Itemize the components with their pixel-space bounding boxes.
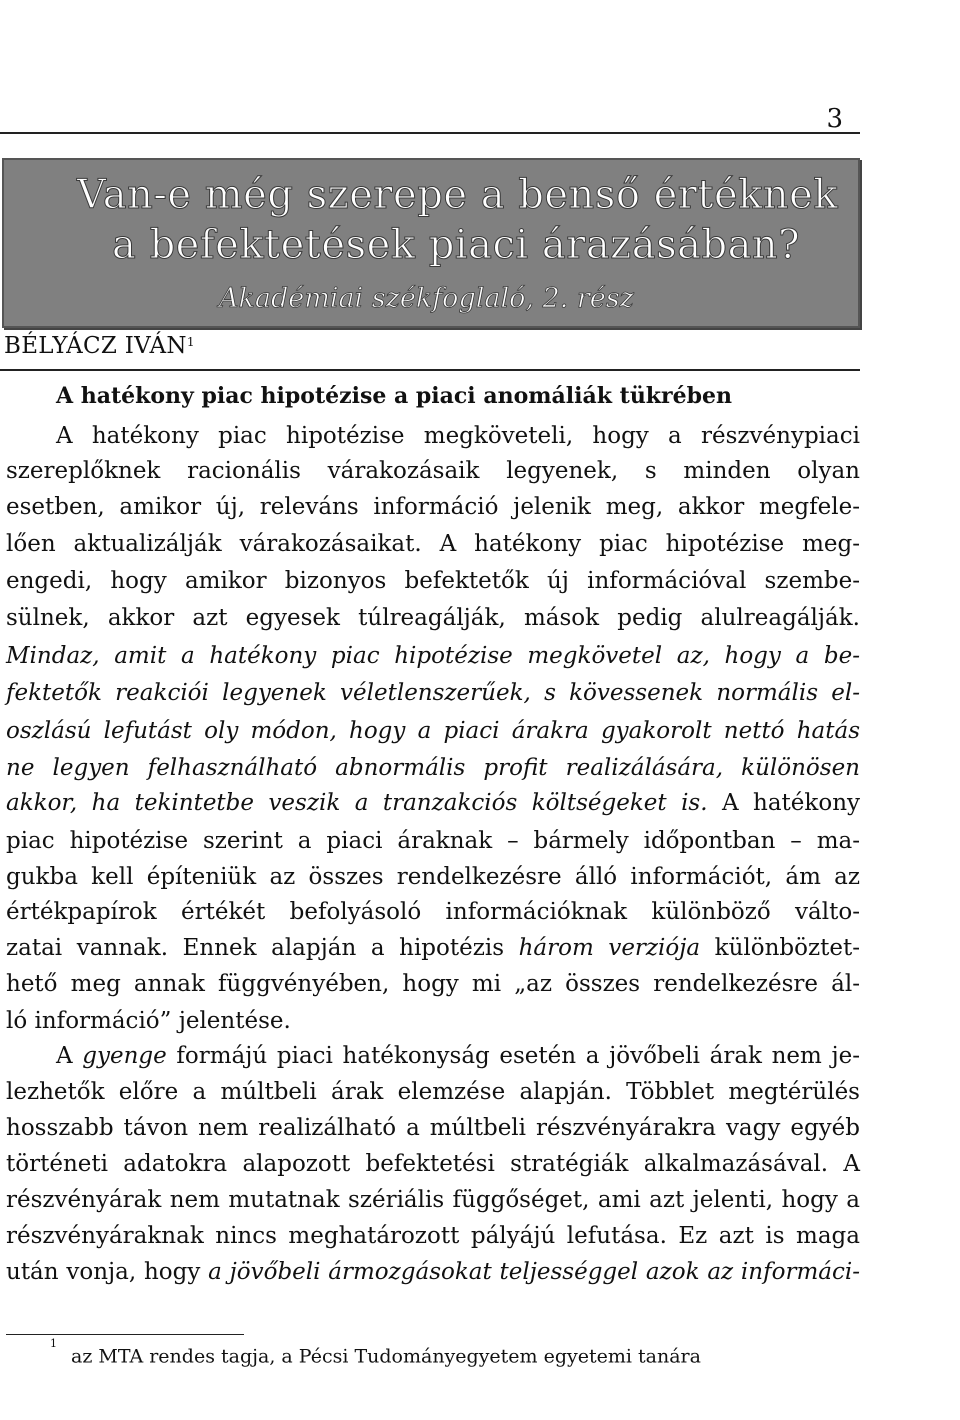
footnote-text: az MTA rendes tagja, a Pécsi Tudományegyetem egyetemi tanára [71,1345,701,1368]
body-span: különböztet- [700,935,860,961]
body-line: piac hipotézise szerint a piaci áraknak – bármely időpontban – ma- [6,828,860,854]
body-line: lezhetők előre a múltbeli árak elemzése alapján. Többlet megtérülés [6,1079,860,1105]
body-line: részvényáraknak nincs meghatározott pályájú lefutása. Ez azt is maga [6,1223,860,1249]
body-line [6,933,860,963]
article-title-line-1: Van-e még szerepe a benső értéknek [77,172,839,218]
body-line: Mindaz, amit a hatékony piac hipotézise megkövetel az, hogy a be- [6,643,860,669]
body-line: részvényárak nem mutatnak szériális függőséget, ami azt jelenti, hogy a [6,1187,860,1213]
body-line: ló információ” jelentése. [6,1008,291,1034]
body-line: oszlású lefutást oly módon, hogy a piaci árakra gyakorolt nettó hatás [6,718,860,744]
body-line: történeti adatokra alapozott befektetési stratégiák alkalmazásával. A [6,1151,860,1177]
body-line: értékpapírok értékét befolyásoló információknak különböző válto- [6,899,860,925]
body-line [56,1041,860,1071]
body-line: sülnek, akkor azt egyesek túlreagálják, mások pedig alulreagálják. [6,605,860,631]
body-line [6,788,860,818]
body-line: gukba kell építeniük az összes rendelkezésre álló információt, ám az [6,864,860,890]
page-number: 3 [826,104,843,134]
body-span: a jövőbeli ármozgásokat teljességgel azok az informáci- [208,1259,860,1285]
body-line: esetben, amikor új, releváns információ jelenik meg, akkor megfele- [6,494,860,520]
body-span: után vonja, hogy [6,1259,209,1285]
author-rule [0,369,860,371]
header-rule [0,132,860,134]
article-title-line-2: a befektetések piaci árazásában? [112,222,801,268]
body-span: gyenge [82,1043,167,1069]
footnote [50,1337,701,1368]
author-name-text: BÉLYÁCZ IVÁN [4,333,187,359]
body-line: hető meg annak függvényében, hogy mi „az összes rendelkezésre ál- [6,971,860,997]
body-span: A [56,1043,83,1069]
body-span: formájú piaci hatékonyság esetén a jövőbeli árak nem je- [166,1043,861,1069]
article-subtitle: Akadémiai székfoglaló, 2. rész [219,283,634,314]
body-line: hosszabb távon nem realizálható a múltbeli részvényárakra vagy egyéb [6,1115,860,1141]
body-line: szereplőknek racionális várakozásaik legyenek, s minden olyan [6,458,860,484]
body-line: ne legyen felhasználható abnormális profit realizálására, különösen [6,755,860,781]
body-line: lően aktualizálják várakozásaikat. A hatékony piac hipotézise meg- [6,531,860,557]
footnote-mark: 1 [50,1337,57,1350]
body-line: engedi, hogy amikor bizonyos befektetők új információval szembe- [6,568,860,594]
author-name [4,333,195,359]
body-line: A hatékony piac hipotézise megköveteli, hogy a részvénypiaci [56,423,860,449]
title-box [2,158,860,328]
section-heading: A hatékony piac hipotézise a piaci anomáliák tükrében [56,383,733,409]
author-footnote-mark: 1 [186,335,195,349]
body-span: A hatékony [707,790,861,816]
body-span: zatai vannak. Ennek alapján a hipotézis [6,935,519,961]
body-span: akkor, ha tekintetbe veszik a tranzakciós költségeket is. [6,790,708,816]
footnote-rule [6,1334,244,1335]
body-span: három verziója [518,935,701,961]
body-line: fektetők reakciói legyenek véletlenszerűek, s kövessenek normális el- [6,680,860,706]
body-line [6,1257,860,1287]
